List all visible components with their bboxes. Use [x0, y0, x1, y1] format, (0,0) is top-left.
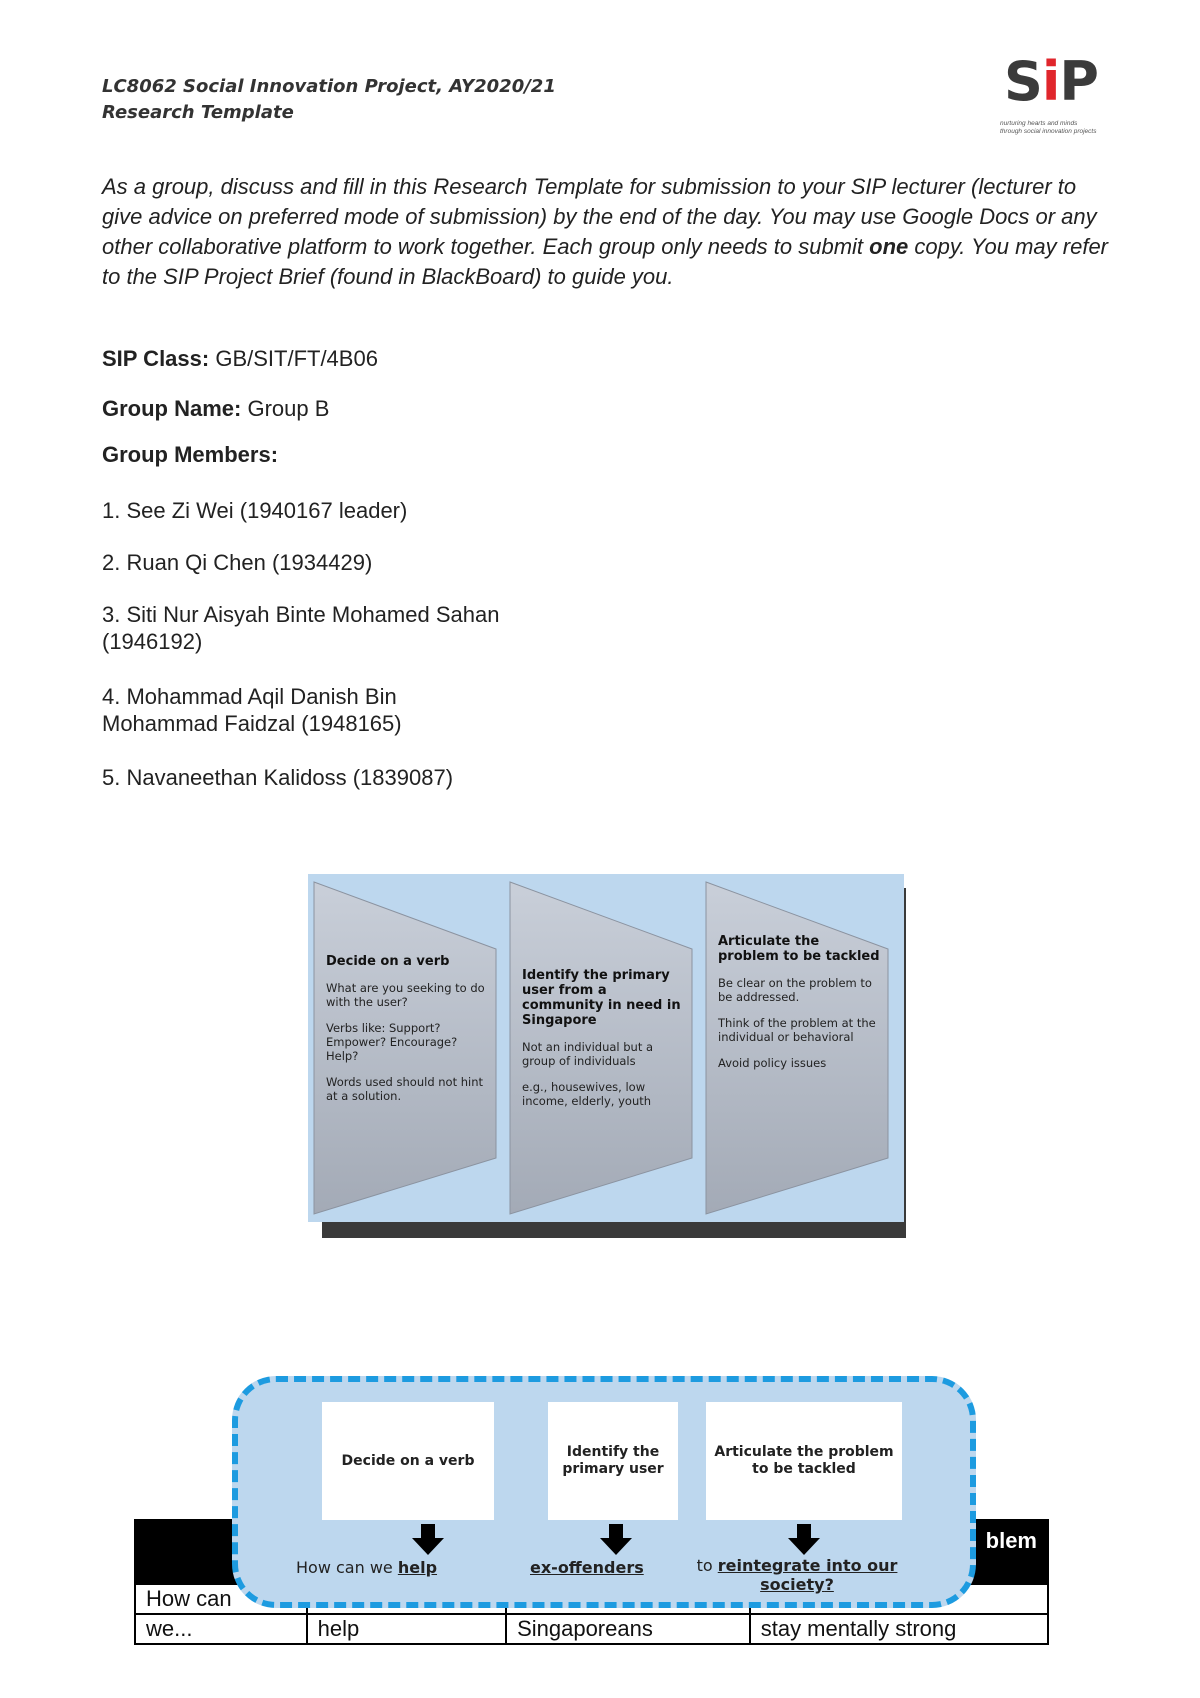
stage-1-text: [326, 954, 486, 1115]
chosen-verb: help: [397, 1558, 438, 1577]
stage-3-title: Articulate the problem to be tackled: [718, 934, 880, 964]
stage-2-line: e.g., housewives, low income, elderly, youth: [522, 1080, 652, 1108]
group-name-label: Group Name:: [102, 396, 242, 421]
intro-bold: one: [869, 234, 909, 259]
group-members-field: [102, 442, 278, 468]
stage-1-line: What are you seeking to do with the user?: [326, 981, 485, 1009]
group-name-field: [102, 396, 329, 422]
stage-2-text: [522, 968, 682, 1120]
down-arrow-icon: [410, 1524, 446, 1556]
user-box: Identify the primary user: [548, 1402, 678, 1520]
chosen-user-text: [530, 1558, 644, 1577]
member-item: 3. Siti Nur Aisyah Binte Mohamed Sahan (1946192): [102, 602, 500, 654]
how-can-we-text: [296, 1558, 437, 1577]
problem-statement-guide-diagram: [308, 874, 906, 1238]
chosen-problem: reintegrate into our society: [717, 1556, 898, 1594]
stage-2-line: Not an individual but a group of individuals: [522, 1040, 654, 1068]
document-header: [102, 74, 556, 126]
stage-3-line: Avoid policy issues: [718, 1056, 827, 1070]
stage-3-line: Be clear on the problem to be addressed.: [718, 976, 872, 1004]
logo-letter-s: S: [1004, 50, 1042, 113]
course-title: LC8062 Social Innovation Project, AY2020/21: [102, 76, 556, 97]
intro-paragraph: [102, 172, 1112, 292]
doc-title: Research Template: [102, 102, 294, 123]
sip-class-value: GB/SIT/FT/4B06: [209, 346, 378, 371]
table-cell: Singaporeans: [506, 1614, 750, 1644]
member-item: 1. See Zi Wei (1940167 leader): [102, 498, 408, 523]
table-cell: we...: [135, 1614, 307, 1644]
problem-statement-overlay: [232, 1376, 976, 1608]
member-item: 5. Navaneethan Kalidoss (1839087): [102, 765, 454, 790]
intro-text-2: copy. You may refer to the SIP Project Brief (found in BlackBoard) to guide you.: [102, 234, 1109, 289]
stage-1-line: Verbs like: Support? Empower? Encourage? Help?: [326, 1021, 458, 1063]
stage-3-line: Think of the problem at the individual or behavioral: [718, 1016, 876, 1044]
sip-class-label: SIP Class:: [102, 346, 210, 371]
intro-text-1: As a group, discuss and fill in this Research Template for submission to your SIP lecturer (lecturer to give advice on preferred mode of submission) by the end of the day. You may use Google Docs or any other collaborative platform to work together. Each group only needs to submit: [102, 174, 1097, 259]
stage-3-text: [718, 934, 880, 1082]
stage-1-title: Decide on a verb: [326, 954, 450, 969]
logo-tagline-2: through social innovation projects: [1000, 128, 1097, 135]
member-item: 4. Mohammad Aqil Danish Bin Mohammad Faidzal (1948165): [102, 684, 402, 736]
sip-logo: [996, 50, 1116, 136]
down-arrow-icon: [598, 1524, 634, 1556]
to-prefix: to: [696, 1556, 718, 1575]
logo-letter-p: P: [1059, 50, 1098, 113]
logo-letter-i: i: [1041, 50, 1060, 113]
logo-wordmark: [1004, 50, 1098, 113]
member-item: 2. Ruan Qi Chen (1934429): [102, 550, 373, 575]
logo-tagline-1: nurturing hearts and minds: [1000, 120, 1078, 127]
table-cell: How can: [135, 1584, 307, 1614]
table-header-text: blem: [985, 1528, 1037, 1553]
how-can-we-prefix: How can we: [296, 1558, 398, 1577]
table-cell: help: [307, 1614, 506, 1644]
stage-2-title: Identify the primary user from a community in need in Singapore: [522, 968, 681, 1028]
chosen-problem-text: [682, 1556, 912, 1594]
question-mark: ?: [824, 1575, 834, 1594]
group-members-label: Group Members:: [102, 442, 279, 467]
table-cell: stay mentally strong: [750, 1614, 1048, 1644]
stage-1-line: Words used should not hint at a solution.: [326, 1075, 484, 1103]
verb-box: Decide on a verb: [322, 1402, 494, 1520]
problem-box: Articulate the problem to be tackled: [706, 1402, 902, 1520]
chosen-user: ex-offenders: [530, 1558, 644, 1577]
group-name-value: Group B: [241, 396, 330, 421]
logo-tagline: [1000, 120, 1120, 136]
table-row: [135, 1614, 1048, 1644]
sip-class-field: [102, 346, 378, 372]
down-arrow-icon: [786, 1524, 822, 1556]
